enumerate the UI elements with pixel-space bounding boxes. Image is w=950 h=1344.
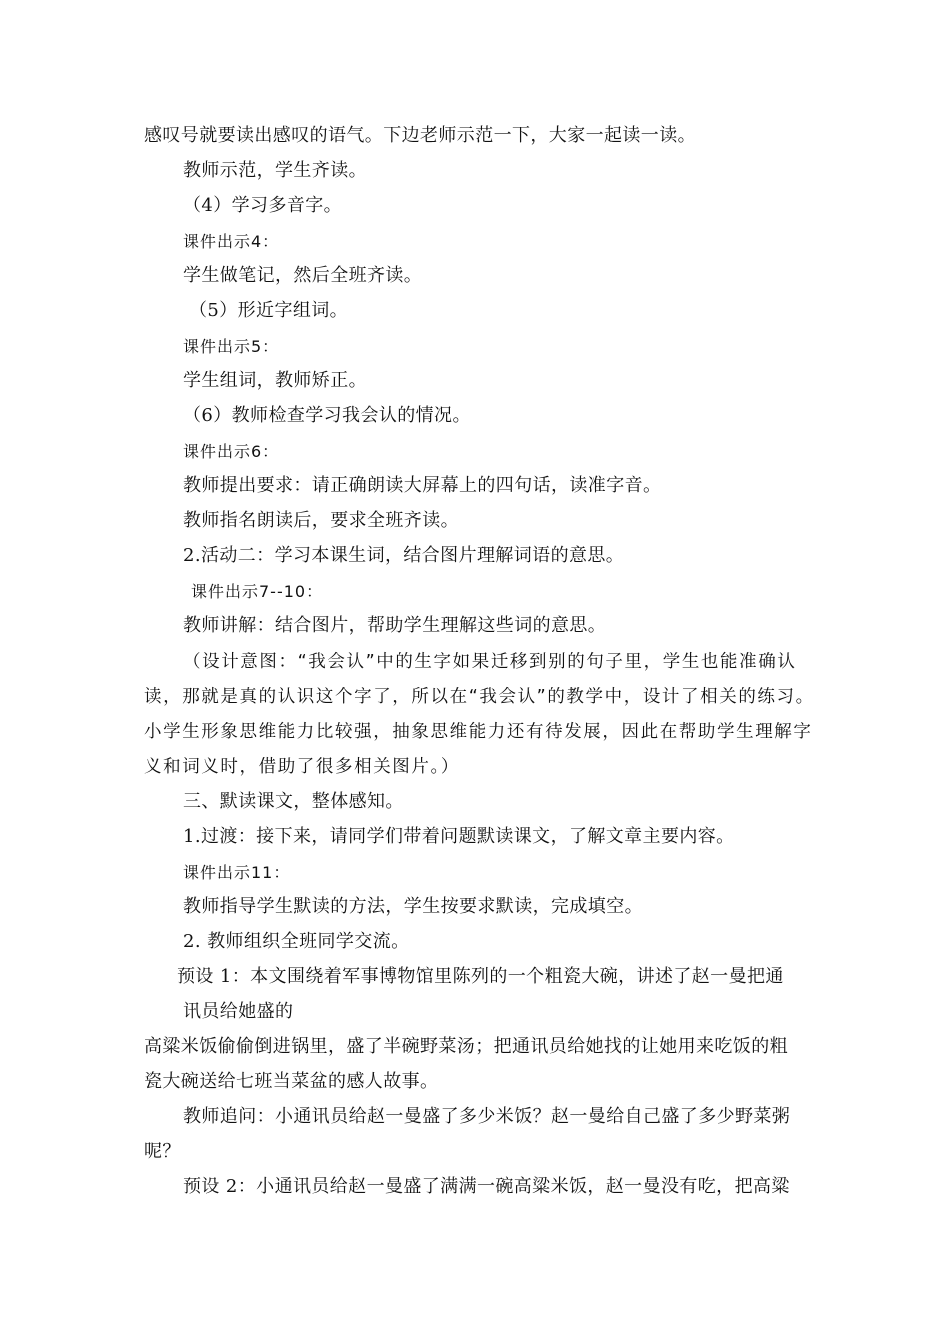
text-line: （4）学习多音字。 bbox=[183, 195, 343, 216]
text-line: 1.过渡：接下来，请同学们带着问题默读课文，了解文章主要内容。 bbox=[183, 826, 735, 847]
text-line: 小学生形象思维能力比较强，抽象思维能力还有待发展，因此在帮助学生理解字 bbox=[144, 722, 813, 742]
text-line: 瓷大碗送给七班当菜盆的感人故事。 bbox=[144, 1071, 439, 1092]
text-line: 呢？ bbox=[144, 1141, 181, 1162]
text-line: 教师指名朗读后，要求全班齐读。 bbox=[183, 510, 459, 531]
text-line: （5）形近字组词。 bbox=[189, 300, 349, 321]
text-line: 学生组词，教师矫正。 bbox=[183, 370, 367, 391]
text-line: 课件出示11： bbox=[183, 863, 291, 882]
text-line: 教师提出要求：请正确朗读大屏幕上的四句话，读准字音。 bbox=[183, 475, 662, 496]
text-line: 2.活动二：学习本课生词，结合图片理解词语的意思。 bbox=[183, 545, 625, 566]
text-line: 高粱米饭偷偷倒进锅里，盛了半碗野菜汤；把通讯员给她找的让她用来吃饭的粗 bbox=[144, 1036, 788, 1057]
text-line: 2. 教师组织全班同学交流。 bbox=[183, 931, 410, 952]
text-line: 课件出示4： bbox=[183, 232, 280, 251]
text-line: 感叹号就要读出感叹的语气。下边老师示范一下，大家一起读一读。 bbox=[144, 125, 696, 146]
text-line: （6）教师检查学习我会认的情况。 bbox=[183, 405, 471, 426]
text-line: 课件出示6： bbox=[183, 442, 280, 461]
text-line: 预设 2：小通讯员给赵一曼盛了满满一碗高粱米饭，赵一曼没有吃，把高粱 bbox=[183, 1176, 790, 1197]
text-line: 教师示范，学生齐读。 bbox=[183, 160, 367, 181]
text-line: 义和词义时，借助了很多相关图片。） bbox=[144, 757, 460, 777]
text-line: 读，那就是真的认识这个字了，所以在“我会认”的教学中，设计了相关的练习。 bbox=[144, 687, 815, 707]
text-line: 讯员给她盛的 bbox=[183, 1001, 294, 1022]
text-line: 学生做笔记，然后全班齐读。 bbox=[183, 265, 423, 286]
text-line: 课件出示5： bbox=[183, 337, 280, 356]
text-line: 教师指导学生默读的方法，学生按要求默读，完成填空。 bbox=[183, 896, 643, 917]
text-line: 课件出示7--10： bbox=[191, 582, 324, 601]
text-line: 教师追问：小通讯员给赵一曼盛了多少米饭？赵一曼给自己盛了多少野菜粥 bbox=[183, 1106, 791, 1127]
text-line: 三、默读课文，整体感知。 bbox=[183, 791, 404, 812]
text-line: 教师讲解：结合图片，帮助学生理解这些词的意思。 bbox=[183, 615, 607, 636]
text-line: 预设 1：本文围绕着军事博物馆里陈列的一个粗瓷大碗，讲述了赵一曼把通 bbox=[177, 966, 784, 987]
text-line: （设计意图：“我会认”中的生字如果迁移到别的句子里，学生也能准确认 bbox=[183, 652, 797, 672]
